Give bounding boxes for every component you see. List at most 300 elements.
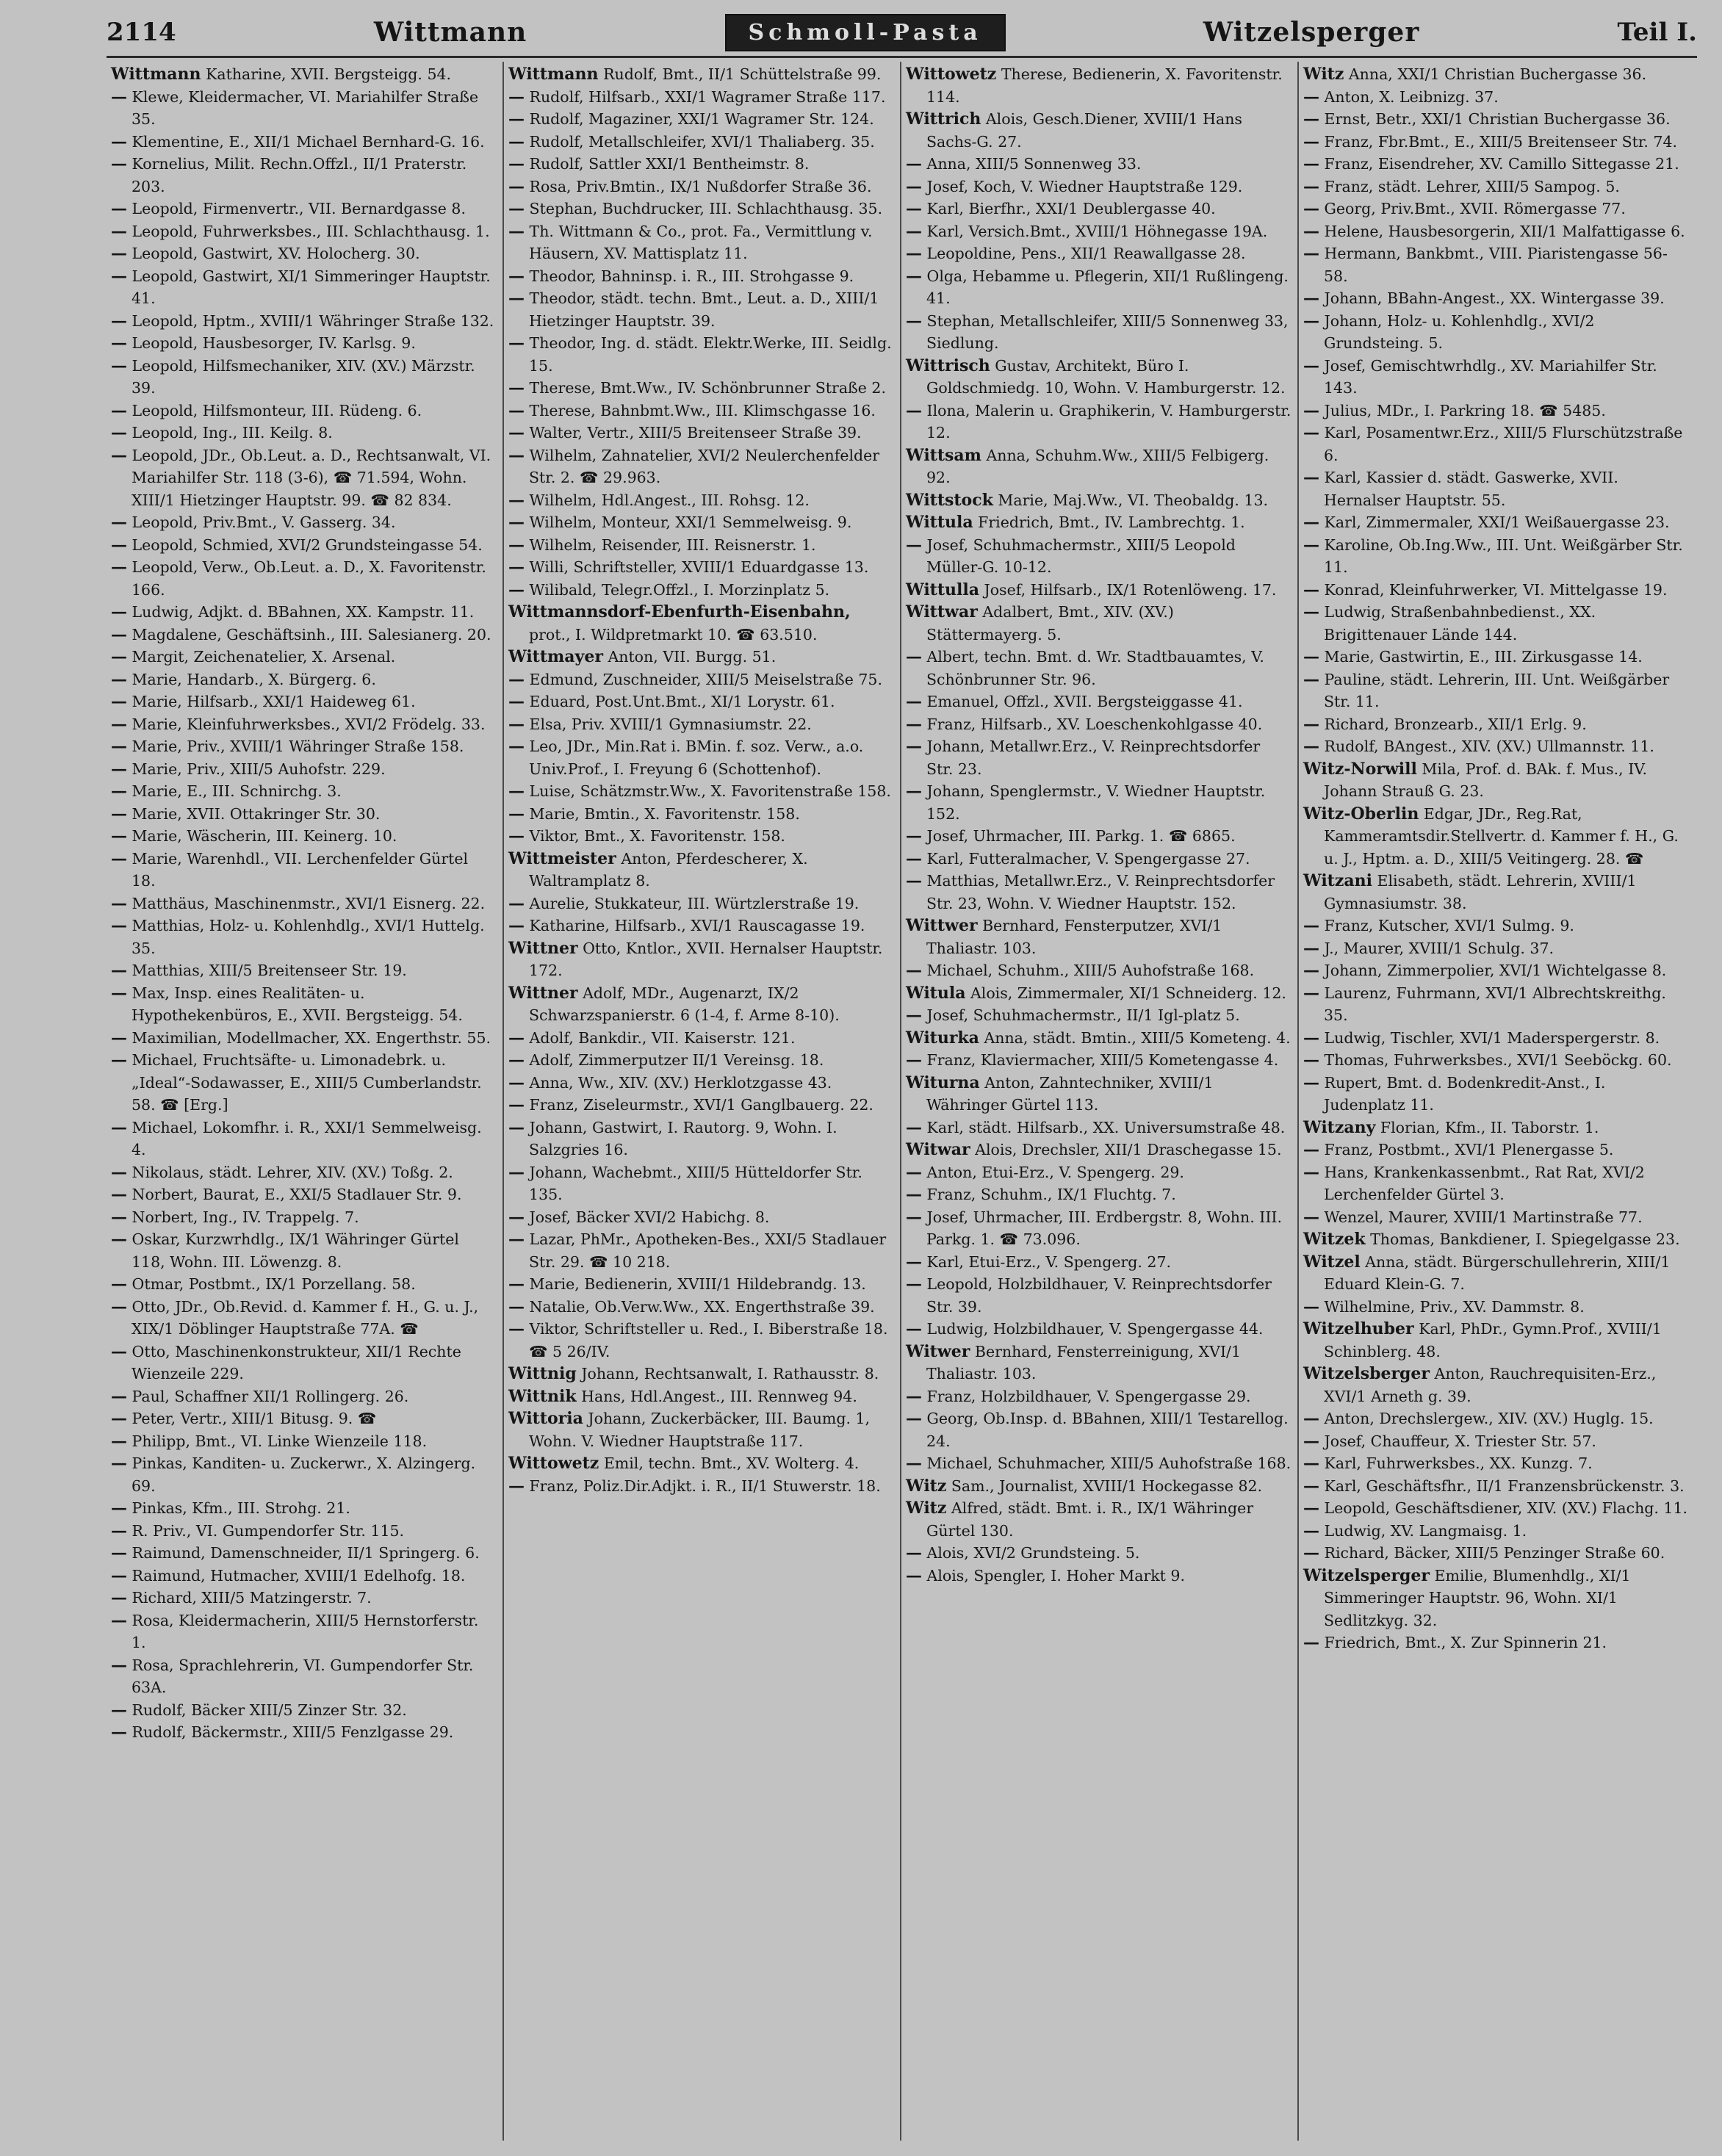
entry-name: — xyxy=(1303,87,1319,107)
entry-details: Franz, Hilfsarb., XV. Loeschenkohlgasse 40. xyxy=(926,715,1263,733)
entry-name: — xyxy=(906,1319,922,1338)
entry-details: Elsa, Priv. XVIII/1 Gymnasiumstr. 22. xyxy=(529,715,812,733)
directory-entry xyxy=(508,1318,894,1363)
directory-entry xyxy=(508,265,894,288)
entry-details: Josef, Schuhmachermstr., XIII/5 Leopold Müller-G. 10-12. xyxy=(926,536,1236,576)
entry-details: Marie, Kleinfuhrwerksbes., XVI/2 Frödelg. 33. xyxy=(132,715,486,733)
entry-details: Marie, XVII. Ottakringer Str. 30. xyxy=(132,804,381,823)
entry-name: — xyxy=(1303,602,1319,621)
entry-name: — xyxy=(1303,1297,1319,1316)
entry-name: — xyxy=(1303,176,1319,196)
entry-details: Kornelius, Milit. Rechn.Offzl., II/1 Praterstr. 203. xyxy=(132,155,467,195)
directory-entry xyxy=(508,668,894,691)
entry-name: — xyxy=(906,1117,922,1137)
entry-name: — xyxy=(508,266,525,286)
directory-entry xyxy=(508,646,894,668)
entry-details: Alois, Gesch.Diener, XVIII/1 Hans Sachs-G. 27. xyxy=(926,110,1242,151)
entry-details: J., Maurer, XVIII/1 Schulg. 37. xyxy=(1324,939,1555,957)
entry-name: — xyxy=(906,1543,922,1562)
directory-entry xyxy=(1303,758,1690,803)
entry-name: — xyxy=(111,1565,127,1585)
directory-entry xyxy=(508,1072,894,1095)
entry-name: — xyxy=(906,826,922,846)
directory-entry xyxy=(906,1027,1292,1050)
entry-name: Witzelhuber xyxy=(1303,1319,1414,1338)
entry-details: Rosa, Sprachlehrerin, VI. Gumpendorfer Str. 63A. xyxy=(132,1656,474,1696)
entry-name: — xyxy=(111,647,127,666)
directory-entry xyxy=(906,601,1292,646)
entry-name: — xyxy=(111,804,127,823)
entry-name: — xyxy=(111,782,127,801)
directory-entry xyxy=(1303,466,1690,511)
entry-details: Karoline, Ob.Ing.Ww., III. Unt. Weißgärber Str. 11. xyxy=(1324,536,1683,576)
directory-entry xyxy=(1303,668,1690,713)
entry-name: — xyxy=(906,1185,922,1204)
directory-entry xyxy=(1303,601,1690,646)
entry-details: Leopold, Fuhrwerksbes., III. Schlachthausg. 1. xyxy=(132,222,490,240)
entry-name: Witz xyxy=(906,1476,947,1496)
directory-entry xyxy=(906,1407,1292,1452)
entry-name: — xyxy=(906,737,922,756)
directory-entry xyxy=(1303,1228,1690,1251)
entry-details: Adolf, Bankdir., VII. Kaiserstr. 121. xyxy=(529,1028,796,1047)
entry-name: — xyxy=(111,423,127,442)
entry-details: Wilhelmine, Priv., XV. Dammstr. 8. xyxy=(1324,1297,1585,1316)
entry-details: Emil, techn. Bmt., XV. Wolterg. 4. xyxy=(603,1454,860,1472)
entry-name: — xyxy=(1303,1409,1319,1428)
entry-details: Ilona, Malerin u. Graphikerin, V. Hamburgerstr. 12. xyxy=(926,401,1292,441)
entry-details: Margit, Zeichenatelier, X. Arsenal. xyxy=(132,648,396,666)
entry-details: Otmar, Postbmt., IX/1 Porzellang. 58. xyxy=(132,1275,416,1293)
entry-details: Franz, Kutscher, XVI/1 Sulmg. 9. xyxy=(1324,917,1574,934)
directory-entry xyxy=(906,489,1292,512)
entry-name: — xyxy=(508,1476,525,1496)
directory-entry xyxy=(111,1699,497,1722)
entry-name: — xyxy=(1303,154,1319,173)
entry-details: Hermann, Bankbmt., VIII. Piaristengasse 56-58. xyxy=(1324,245,1668,285)
entry-details: Walter, Vertr., XIII/5 Breitenseer Straße 39. xyxy=(529,424,862,441)
directory-entry xyxy=(111,1609,497,1654)
directory-entry xyxy=(111,1721,497,1744)
entry-details: Wilhelm, Reisender, III. Reisnerstr. 1. xyxy=(529,536,816,554)
entry-name: Witz-Norwill xyxy=(1303,759,1417,779)
directory-entry xyxy=(508,332,894,377)
directory-entry xyxy=(111,534,497,557)
entry-name: — xyxy=(906,871,922,890)
directory-entry xyxy=(111,601,497,624)
entry-details: Anton, VII. Burgg. 51. xyxy=(608,648,777,666)
entry-name: Wittrich xyxy=(906,109,981,129)
entry-name: Witzelsberger xyxy=(1303,1364,1430,1383)
entry-name: — xyxy=(906,1162,922,1182)
entry-details: Edmund, Zuschneider, XIII/5 Meiselstraße 75. xyxy=(529,670,882,688)
entry-details: Marie, Handarb., X. Bürgerg. 6. xyxy=(132,670,376,688)
directory-entry xyxy=(111,1117,497,1161)
directory-entry xyxy=(508,1206,894,1229)
entry-name: Wittwar xyxy=(906,602,978,621)
entry-details: Rosa, Priv.Bmtin., IX/1 Nußdorfer Straße 36. xyxy=(529,177,872,195)
entry-details: Leopold, Priv.Bmt., V. Gasserg. 34. xyxy=(132,513,396,531)
entry-name: — xyxy=(1303,131,1319,151)
entry-details: Karl, Bierfhr., XXI/1 Deublergasse 40. xyxy=(926,200,1216,217)
entry-details: Johann, Metallwr.Erz., V. Reinprechtsdorfer Str. 23. xyxy=(926,738,1261,778)
directory-entry xyxy=(1303,1632,1690,1654)
entry-details: Rudolf, Hilfsarb., XXI/1 Wagramer Straße 117. xyxy=(529,87,886,106)
entry-details: Michael, Lokomfhr. i. R., XXI/1 Semmelweisg. 4. xyxy=(132,1118,482,1158)
entry-name: — xyxy=(906,1050,922,1070)
directory-entry xyxy=(1303,86,1690,109)
directory-entry xyxy=(906,400,1292,444)
entry-details: Karl, Posamentwr.Erz., XIII/5 Flurschützstraße 6. xyxy=(1324,424,1683,464)
entry-name: — xyxy=(111,1341,127,1361)
entry-details: Michael, Schuhmacher, XIII/5 Auhofstraße 168. xyxy=(926,1454,1292,1472)
entry-name: Witula xyxy=(906,983,966,1003)
entry-details: Adolf, Zimmerputzer II/1 Vereinsg. 18. xyxy=(529,1051,824,1069)
directory-entry xyxy=(1303,242,1690,287)
directory-entry xyxy=(906,1072,1292,1117)
entry-details: Rosa, Kleidermacherin, XIII/5 Hernstorferstr. 1. xyxy=(132,1611,479,1651)
entry-name: — xyxy=(508,692,525,711)
entry-name: — xyxy=(111,1028,127,1048)
entry-details: Karl, Fuhrwerksbes., XX. Kunzg. 7. xyxy=(1324,1454,1593,1472)
directory-entry xyxy=(1303,1296,1690,1319)
directory-entry xyxy=(906,1161,1292,1184)
entry-details: Karl, PhDr., Gymn.Prof., XVIII/1 Schinblerg. 48. xyxy=(1324,1320,1662,1360)
directory-entry xyxy=(906,780,1292,825)
entry-details: Olga, Hebamme u. Pflegerin, XII/1 Rußlingeng. 41. xyxy=(926,267,1289,307)
entry-name: Witzani xyxy=(1303,871,1372,890)
directory-entry xyxy=(906,982,1292,1005)
directory-entry xyxy=(111,355,497,400)
entry-details: Alois, Zimmermaler, XI/1 Schneiderg. 12. xyxy=(970,984,1286,1002)
entry-details: Leopold, Hptm., XVIII/1 Währinger Straße 132. xyxy=(132,311,494,330)
directory-entry xyxy=(508,1117,894,1161)
entry-name: — xyxy=(111,737,127,756)
entry-name: — xyxy=(508,176,525,196)
entry-details: Anton, X. Leibnizg. 37. xyxy=(1324,87,1499,106)
directory-entry xyxy=(508,556,894,579)
entry-name: — xyxy=(906,1454,922,1473)
entry-name: — xyxy=(1303,1431,1319,1451)
entry-details: Leo, JDr., Min.Rat i. BMin. f. soz. Verw., a.o. Univ.Prof., I. Freyung 6 (Schottenhof). xyxy=(529,738,864,778)
entry-details: Bernhard, Fensterreinigung, XVI/1 Thaliastr. 103. xyxy=(926,1342,1241,1382)
entry-details: Rupert, Bmt. d. Bodenkredit-Anst., I. Judenplatz 11. xyxy=(1324,1073,1606,1114)
directory-entry xyxy=(906,1497,1292,1542)
entry-details: Thomas, Fuhrwerksbes., XVI/1 Seeböckg. 60. xyxy=(1324,1051,1672,1069)
entry-name: — xyxy=(508,1162,525,1182)
directory-entry xyxy=(906,1318,1292,1341)
directory-entry xyxy=(1303,1161,1690,1206)
directory-entry xyxy=(1303,131,1690,154)
entry-name: — xyxy=(111,848,127,868)
entry-name: — xyxy=(111,311,127,331)
directory-entry xyxy=(111,1183,497,1206)
directory-entry xyxy=(111,758,497,781)
entry-details: Raimund, Damenschneider, II/1 Springerg. 6. xyxy=(132,1544,480,1562)
entry-name: Witwer xyxy=(906,1341,970,1361)
directory-entry xyxy=(508,444,894,489)
entry-name: — xyxy=(906,714,922,734)
directory-entry xyxy=(508,803,894,826)
directory-entry xyxy=(111,1049,497,1117)
entry-name: — xyxy=(508,1230,525,1249)
entry-details: Gustav, Architekt, Büro I. Goldschmiedg. 10, Wohn. V. Hamburgerstr. 12. xyxy=(926,356,1286,397)
directory-entry xyxy=(906,511,1292,534)
entry-name: — xyxy=(111,558,127,577)
entry-name: — xyxy=(508,1095,525,1114)
entry-name: — xyxy=(906,199,922,218)
directory-entry xyxy=(1303,1565,1690,1632)
entry-name: Wittmannsdorf-Ebenfurth-Eisenbahn, xyxy=(508,602,851,621)
entry-name: — xyxy=(508,782,525,801)
entry-details: Karl, Futteralmacher, V. Spengergasse 27. xyxy=(926,849,1250,868)
entry-name: — xyxy=(1303,1633,1319,1652)
entry-name: Wittner xyxy=(508,938,578,958)
entry-details: Otto, Maschinenkonstrukteur, XII/1 Rechte Wienzeile 229. xyxy=(132,1342,461,1382)
entry-name: — xyxy=(111,1543,127,1562)
entry-name: — xyxy=(1303,1072,1319,1092)
entry-name: — xyxy=(111,1655,127,1675)
entry-name: — xyxy=(111,1162,127,1182)
entry-details: Anna, Ww., XIV. (XV.) Herklotzgasse 43. xyxy=(529,1073,832,1092)
entry-name: — xyxy=(111,602,127,621)
entry-name: — xyxy=(1303,1207,1319,1227)
entry-name: — xyxy=(1303,647,1319,666)
entry-details: Natalie, Ob.Verw.Ww., XX. Engerthstraße 39. xyxy=(529,1297,875,1316)
directory-entry xyxy=(508,691,894,713)
entry-name: — xyxy=(508,1050,525,1070)
directory-entry xyxy=(508,198,894,220)
entry-details: Karl, Etui-Erz., V. Spengerg. 27. xyxy=(926,1252,1172,1271)
entry-details: Wilhelm, Monteur, XXI/1 Semmelweisg. 9. xyxy=(529,513,852,531)
directory-entry xyxy=(1303,400,1690,422)
entry-details: Leopold, Geschäftsdiener, XIV. (XV.) Flachg. 11. xyxy=(1324,1499,1688,1517)
directory-entry xyxy=(906,691,1292,713)
entry-name: Wittrisch xyxy=(906,356,990,375)
entry-details: Wilhelm, Hdl.Angest., III. Rohsg. 12. xyxy=(529,491,810,509)
entry-details: Alois, Spengler, I. Hoher Markt 9. xyxy=(926,1566,1185,1584)
entry-name: — xyxy=(508,378,525,397)
directory-entry xyxy=(906,355,1292,400)
entry-name: — xyxy=(508,154,525,173)
entry-details: Eduard, Post.Unt.Bmt., XI/1 Lorystr. 61. xyxy=(529,693,835,710)
entry-name: — xyxy=(1303,468,1319,487)
entry-details: Rudolf, BAngest., XIV. (XV.) Ullmannstr. 11. xyxy=(1324,738,1654,755)
entry-name: — xyxy=(1303,580,1319,599)
directory-entry xyxy=(508,1161,894,1206)
directory-entry xyxy=(508,937,894,982)
directory-entry xyxy=(1303,63,1690,86)
entry-name: — xyxy=(906,1207,922,1227)
entry-details: Oskar, Kurzwrhdlg., IX/1 Währinger Gürtel 118, Wohn. III. Löwenzg. 8. xyxy=(132,1230,459,1271)
entry-name: — xyxy=(1303,400,1319,420)
entry-name: Wittnik xyxy=(508,1386,577,1406)
entry-name: — xyxy=(508,131,525,151)
entry-name: — xyxy=(906,1386,922,1406)
entry-details: Franz, Klaviermacher, XIII/5 Kometengasse 4. xyxy=(926,1051,1279,1069)
entry-name: — xyxy=(1303,109,1319,129)
entry-details: Friedrich, Bmt., IV. Lambrechtg. 1. xyxy=(978,513,1245,531)
entry-details: Rudolf, Bäcker XIII/5 Zinzer Str. 32. xyxy=(132,1701,407,1719)
directory-entry xyxy=(111,1341,497,1385)
entry-details: Karl, Zimmermaler, XXI/1 Weißauergasse 23. xyxy=(1324,513,1670,531)
entry-name: — xyxy=(906,848,922,868)
entry-details: Katharine, XVII. Bergsteigg. 54. xyxy=(206,65,452,83)
entry-name: — xyxy=(1303,1454,1319,1473)
directory-entry xyxy=(111,915,497,959)
running-head-left: Wittmann xyxy=(373,17,527,48)
entry-details: Josef, Hilfsarb., IX/1 Rotenlöweng. 17. xyxy=(984,580,1277,599)
entry-name: Wittowetz xyxy=(508,1454,599,1473)
directory-entry xyxy=(906,63,1292,108)
directory-entry xyxy=(111,1161,497,1184)
directory-entry xyxy=(1303,1497,1690,1520)
directory-entry xyxy=(508,825,894,848)
entry-name: — xyxy=(111,131,127,151)
directory-entry xyxy=(906,1004,1292,1027)
entry-details: Pinkas, Kfm., III. Strohg. 21. xyxy=(132,1499,350,1517)
entry-details: Karl, Kassier d. städt. Gaswerke, XVII. Hernalser Hauptstr. 55. xyxy=(1324,469,1618,509)
entry-details: Anna, städt. Bmtin., XIII/5 Kometeng. 4. xyxy=(984,1028,1291,1047)
entry-details: Leopold, JDr., Ob.Leut. a. D., Rechtsanwalt, VI. Mariahilfer Str. 118 (3-6), ☎ 71.594, Wohn. XIII/1 Hietzinger Hauptstr. 99. ☎ 82 834. xyxy=(132,446,491,509)
entry-details: Ludwig, Holzbildhauer, V. Spengergasse 44. xyxy=(926,1320,1264,1338)
entry-details: Theodor, Bahninsp. i. R., III. Strohgasse 9. xyxy=(529,267,854,285)
entry-name: — xyxy=(111,669,127,689)
entry-name: — xyxy=(508,423,525,442)
directory-entry xyxy=(111,893,497,915)
entry-name: — xyxy=(111,513,127,532)
directory-entry xyxy=(1303,1206,1690,1229)
entry-name: — xyxy=(906,647,922,666)
entry-details: Stephan, Buchdrucker, III. Schlachthausg. 35. xyxy=(529,200,883,217)
entry-name: — xyxy=(111,1117,127,1137)
directory-entry xyxy=(508,579,894,602)
directory-entry xyxy=(111,780,497,803)
entry-details: Franz, Holzbildhauer, V. Spengergasse 29. xyxy=(926,1387,1251,1405)
directory-entry xyxy=(111,332,497,355)
entry-details: Peter, Vertr., XIII/1 Bitusg. 9. ☎ xyxy=(132,1410,377,1427)
entry-details: Wilibald, Telegr.Offzl., I. Morzinplatz 5. xyxy=(529,580,830,599)
entry-name: — xyxy=(906,1275,922,1294)
directory-entry xyxy=(508,1385,894,1408)
directory-entry xyxy=(111,668,497,691)
entry-name: — xyxy=(111,1610,127,1630)
directory-entry xyxy=(1303,153,1690,176)
entry-name: — xyxy=(111,961,127,980)
directory-entry xyxy=(1303,108,1690,131)
entry-details: Rudolf, Bmt., II/1 Schüttelstraße 99. xyxy=(603,65,882,83)
entry-details: prot., I. Wildpretmarkt 10. ☎ 63.510. xyxy=(529,625,818,643)
entry-details: Emanuel, Offzl., XVII. Bergsteiggasse 41. xyxy=(926,693,1243,710)
entry-name: — xyxy=(111,199,127,218)
entry-name: — xyxy=(906,244,922,263)
entry-details: Lazar, PhMr., Apotheken-Bes., XXI/5 Stadlauer Str. 29. ☎ 10 218. xyxy=(529,1230,887,1271)
directory-entry xyxy=(1303,1027,1690,1050)
entry-name: Wittmann xyxy=(508,65,599,84)
entry-name: — xyxy=(508,289,525,308)
entry-details: Klementine, E., XII/1 Michael Bernhard-G. 16. xyxy=(132,132,485,151)
entry-details: Franz, Poliz.Dir.Adjkt. i. R., II/1 Stuwerstr. 18. xyxy=(529,1477,881,1495)
directory-entry xyxy=(111,735,497,758)
directory-entry xyxy=(906,848,1292,870)
directory-entry xyxy=(508,1452,894,1475)
entry-name: Wittmayer xyxy=(508,647,603,666)
entry-details: Josef, Bäcker XVI/2 Habichg. 8. xyxy=(529,1208,770,1226)
entry-name: Witzelsperger xyxy=(1303,1565,1430,1585)
entry-details: Karl, Geschäftsfhr., II/1 Franzensbrückenstr. 3. xyxy=(1324,1477,1685,1495)
entry-details: Johann, BBahn-Angest., XX. Wintergasse 39. xyxy=(1324,289,1665,307)
entry-details: Therese, Bmt.Ww., IV. Schönbrunner Straße 2. xyxy=(529,379,886,397)
directory-entry xyxy=(906,153,1292,176)
directory-entry xyxy=(906,265,1292,310)
entry-details: Nikolaus, städt. Lehrer, XIV. (XV.) Toßg. 2. xyxy=(132,1163,453,1181)
directory-entry xyxy=(1303,1520,1690,1543)
entry-details: Leopold, Ing., III. Keilg. 8. xyxy=(132,424,333,441)
entry-details: Hans, Hdl.Angest., III. Rennweg 94. xyxy=(581,1387,857,1405)
entry-details: Friedrich, Bmt., X. Zur Spinnerin 21. xyxy=(1324,1634,1607,1651)
entry-details: Alois, XVI/2 Grundsteing. 5. xyxy=(926,1544,1140,1562)
entry-name: — xyxy=(1303,289,1319,308)
entry-details: Marie, E., III. Schnirchg. 3. xyxy=(132,782,342,800)
entry-name: — xyxy=(111,1499,127,1518)
directory-entry xyxy=(111,153,497,198)
entry-name: — xyxy=(1303,737,1319,756)
entry-name: — xyxy=(111,692,127,711)
directory-entry xyxy=(906,1385,1292,1408)
entry-name: — xyxy=(111,1050,127,1070)
entry-name: — xyxy=(906,311,922,331)
directory-entry xyxy=(508,108,894,131)
entry-details: Luise, Schätzmstr.Ww., X. Favoritenstraße 158. xyxy=(529,782,891,800)
entry-name: Wittmann xyxy=(111,65,201,84)
directory-entry xyxy=(1303,915,1690,937)
entry-name: — xyxy=(1303,1028,1319,1048)
entry-name: — xyxy=(508,714,525,734)
entry-details: Franz, städt. Lehrer, XIII/5 Sampog. 5. xyxy=(1324,177,1620,195)
directory-entry xyxy=(906,310,1292,355)
entry-name: — xyxy=(1303,423,1319,442)
column-4 xyxy=(1299,62,1696,2141)
entry-name: — xyxy=(508,199,525,218)
directory-entry xyxy=(906,1117,1292,1139)
entry-details: Mila, Prof. d. BAk. f. Mus., IV. Johann Strauß G. 23. xyxy=(1324,760,1648,800)
directory-entry xyxy=(508,601,894,646)
entry-details: Josef, Uhrmacher, III. Parkg. 1. ☎ 6865. xyxy=(926,827,1236,845)
entry-details: Richard, Bronzearb., XII/1 Erlg. 9. xyxy=(1324,715,1587,733)
directory-entry xyxy=(1303,959,1690,982)
entry-details: Philipp, Bmt., VI. Linke Wienzeile 118. xyxy=(132,1432,428,1450)
directory-entry xyxy=(906,198,1292,220)
directory-entry xyxy=(906,176,1292,198)
directory-entry xyxy=(508,153,894,176)
page-number: 2114 xyxy=(107,18,176,47)
directory-entry xyxy=(111,400,497,422)
entry-name: — xyxy=(508,490,525,510)
entry-details: Ludwig, Tischler, XVI/1 Maderspergerstr. 8. xyxy=(1324,1028,1660,1047)
entry-name: Wittnig xyxy=(508,1364,577,1383)
entry-details: Emilie, Blumenhdlg., XI/1 Simmeringer Hauptstr. 96, Wohn. XI/1 Sedlitzkyg. 32. xyxy=(1324,1566,1631,1629)
entry-name: — xyxy=(508,400,525,420)
entry-name: — xyxy=(906,1409,922,1428)
directory-entry xyxy=(508,377,894,400)
directory-entry xyxy=(111,982,497,1027)
entry-name: Wittstock xyxy=(906,490,993,510)
entry-details: Maximilian, Modellmacher, XX. Engerthstr. 55. xyxy=(132,1028,491,1047)
directory-entry xyxy=(111,1654,497,1699)
entry-name: — xyxy=(508,1117,525,1137)
entry-details: Hans, Krankenkassenbmt., Rat Rat, XVI/2 Lerchenfelder Gürtel 3. xyxy=(1324,1163,1645,1203)
directory-entry xyxy=(508,1049,894,1072)
